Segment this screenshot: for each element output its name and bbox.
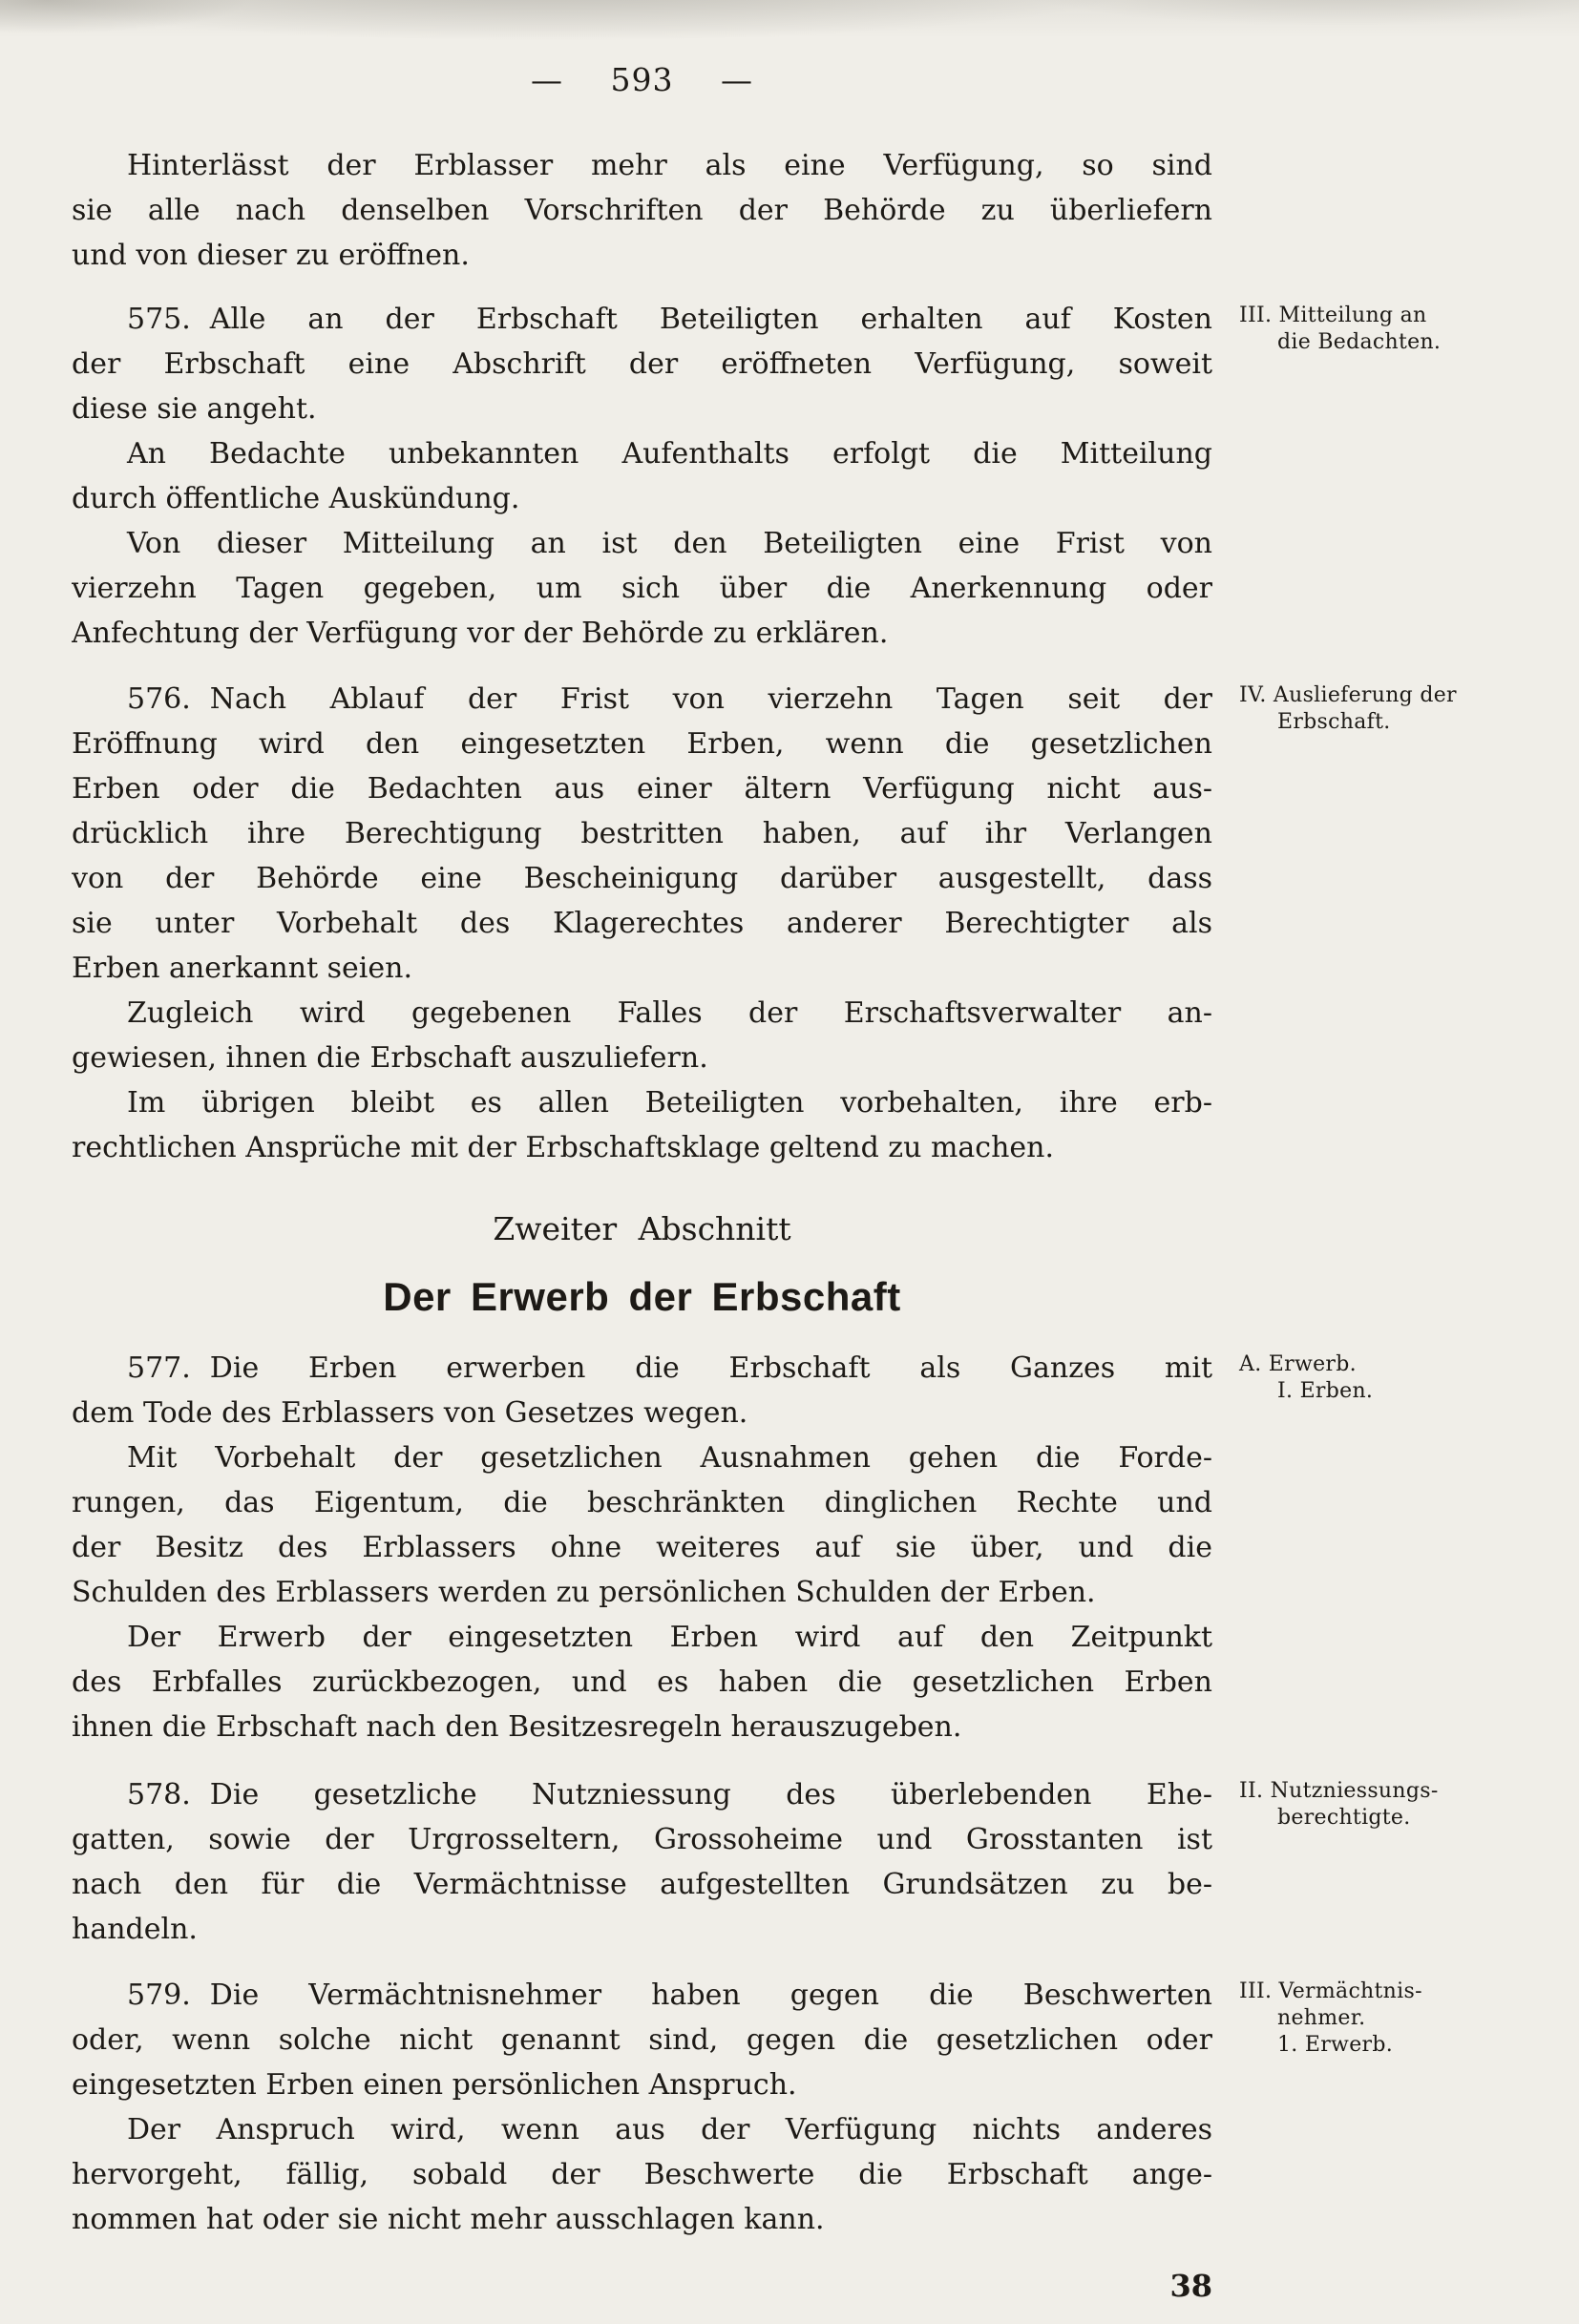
margin-note xyxy=(1239,1346,1532,1405)
text-line: sie alle nach denselben Vorschriften der Behörde zu überliefern xyxy=(72,194,1212,227)
text-line: 579. Die Vermächtnisnehmer haben gegen die Beschwerten xyxy=(127,1979,1212,2012)
paragraph xyxy=(72,297,1212,431)
text-line: gewiesen, ihnen die Erbschaft auszuliefern. xyxy=(72,1041,708,1075)
text-line: handeln. xyxy=(72,1913,198,1946)
text-line: der Besitz des Erblassers ohne weiteres auf sie über, und die xyxy=(72,1531,1212,1564)
section-subheading: Zweiter Abschnitt xyxy=(493,1210,791,1247)
margin-note xyxy=(1239,143,1532,149)
margin-note-line: Erbschaft. xyxy=(1277,710,1391,734)
paragraph xyxy=(72,2107,1212,2242)
paragraph xyxy=(72,677,1212,991)
article-number: 576. xyxy=(127,682,191,716)
article-number: 578. xyxy=(127,1778,191,1811)
text-line: gatten, sowie der Urgrosseltern, Grossoheime und Grosstanten ist xyxy=(72,1823,1212,1856)
text-line: 578. Die gesetzliche Nutzniessung des überlebenden Ehe- xyxy=(127,1778,1212,1811)
text-column xyxy=(72,1210,1212,1321)
margin-note-line: III. Vermächtnis- xyxy=(1239,1979,1422,2003)
margin-note-line: nehmer. xyxy=(1277,2006,1366,2030)
text-column xyxy=(72,677,1212,1170)
text-line: An Bedachte unbekannten Aufenthalts erfolgt die Mitteilung xyxy=(127,437,1212,471)
text-line: Von dieser Mitteilung an ist den Beteiligten eine Frist von xyxy=(127,527,1212,560)
text-line: oder, wenn solche nicht genannt sind, gegen die gesetzlichen oder xyxy=(72,2023,1212,2057)
section-576 xyxy=(72,677,1532,1170)
paragraph xyxy=(72,431,1212,521)
text-line: 576. Nach Ablauf der Frist von vierzehn Tagen seit der xyxy=(127,682,1212,716)
margin-note-line: 1. Erwerb. xyxy=(1277,2033,1394,2057)
text-line: vierzehn Tagen gegeben, um sich über die Anerkennung oder xyxy=(72,572,1212,605)
text-column xyxy=(72,1346,1212,1749)
text-column xyxy=(72,1772,1212,1952)
text-line: Mit Vorbehalt der gesetzlichen Ausnahmen gehen die Forde- xyxy=(127,1441,1212,1475)
text-column xyxy=(72,297,1212,656)
text-line: Im übrigen bleibt es allen Beteiligten vorbehalten, ihre erb- xyxy=(127,1086,1212,1120)
text-line: ihnen die Erbschaft nach den Besitzesregeln herauszugeben. xyxy=(72,1710,962,1744)
text-line: rungen, das Eigentum, die beschränkten dinglichen Rechte und xyxy=(72,1486,1212,1519)
paragraph xyxy=(72,1435,1212,1615)
text-line: nach den für die Vermächtnisse aufgestellten Grundsätzen zu be- xyxy=(72,1868,1212,1901)
text-line: sie unter Vorbehalt des Klagerechtes anderer Berechtigter als xyxy=(72,907,1212,940)
page-number-header: — 593 — xyxy=(531,61,753,98)
sections-container xyxy=(72,143,1532,2242)
paragraph xyxy=(72,1346,1212,1435)
margin-note-line: die Bedachten. xyxy=(1277,330,1442,354)
text-line: Der Anspruch wird, wenn aus der Verfügung nichts anderes xyxy=(127,2113,1212,2146)
paragraph xyxy=(72,1772,1212,1952)
text-line: Erben anerkannt seien. xyxy=(72,952,413,985)
text-line: durch öffentliche Auskündung. xyxy=(72,482,520,515)
margin-note xyxy=(1239,297,1532,356)
section-578 xyxy=(72,1772,1532,1952)
section-575 xyxy=(72,297,1532,656)
text-line: der Erbschaft eine Abschrift der eröffneten Verfügung, soweit xyxy=(72,347,1212,381)
text-line: Schulden des Erblassers werden zu persönlichen Schulden der Erben. xyxy=(72,1576,1096,1609)
text-line: dem Tode des Erblassers von Gesetzes wegen. xyxy=(72,1396,748,1430)
text-line: Anfechtung der Verfügung vor der Behörde zu erklären. xyxy=(72,617,889,650)
text-line: des Erbfalles zurückbezogen, und es haben die gesetzlichen Erben xyxy=(72,1665,1212,1699)
margin-note-line: berechtigte. xyxy=(1277,1806,1411,1830)
article-number: 577. xyxy=(127,1351,191,1385)
paragraph xyxy=(72,1615,1212,1749)
text-column xyxy=(72,1973,1212,2242)
paragraph xyxy=(72,991,1212,1080)
section-title: Der Erwerb der Erbschaft xyxy=(383,1274,901,1319)
text-column xyxy=(72,143,1212,278)
text-line: Zugleich wird gegebenen Falles der Erschaftsverwalter an- xyxy=(127,996,1212,1030)
text-line: diese sie angeht. xyxy=(72,392,317,426)
margin-note xyxy=(1239,677,1532,736)
text-line: hervorgeht, fällig, sobald der Beschwerte die Erbschaft ange- xyxy=(72,2158,1212,2191)
section-heading xyxy=(72,1210,1532,1321)
page-number-footer: 38 xyxy=(1169,2268,1212,2304)
margin-note-line: II. Nutzniessungs- xyxy=(1239,1779,1439,1803)
margin-note xyxy=(1239,1210,1532,1216)
page-body xyxy=(72,61,1532,2305)
paragraph xyxy=(72,1973,1212,2107)
text-line: drücklich ihre Berechtigung bestritten haben, auf ihr Verlangen xyxy=(72,817,1212,850)
paragraph xyxy=(72,1080,1212,1170)
text-line: und von dieser zu eröffnen. xyxy=(72,239,470,272)
margin-note xyxy=(1239,1772,1532,1832)
text-line: Hinterlässt der Erblasser mehr als eine Verfügung, so sind xyxy=(127,149,1212,182)
article-number: 579. xyxy=(127,1979,191,2012)
text-line: 575. Alle an der Erbschaft Beteiligten erhalten auf Kosten xyxy=(127,303,1212,336)
section-579 xyxy=(72,1973,1532,2242)
text-line: nommen hat oder sie nicht mehr ausschlagen kann. xyxy=(72,2203,825,2236)
paragraph xyxy=(72,143,1212,278)
text-line: von der Behörde eine Bescheinigung darüber ausgestellt, dass xyxy=(72,862,1212,895)
text-line: Erben oder die Bedachten aus einer ältern Verfügung nicht aus- xyxy=(72,772,1212,806)
text-line: Eröffnung wird den eingesetzten Erben, wenn die gesetzlichen xyxy=(72,727,1212,761)
article-number: 575. xyxy=(127,303,191,336)
paragraph xyxy=(72,521,1212,656)
text-line: Der Erwerb der eingesetzten Erben wird auf den Zeitpunkt xyxy=(127,1621,1212,1654)
text-line: eingesetzten Erben einen persönlichen Anspruch. xyxy=(72,2068,797,2102)
section-intro xyxy=(72,143,1532,278)
text-line: 577. Die Erben erwerben die Erbschaft als Ganzes mit xyxy=(127,1351,1212,1385)
margin-note-line: IV. Auslieferung der xyxy=(1239,683,1457,707)
section-577 xyxy=(72,1346,1532,1749)
margin-note-line: A. Erwerb. xyxy=(1239,1352,1357,1376)
margin-note-line: I. Erben. xyxy=(1277,1379,1374,1403)
margin-note xyxy=(1239,1973,1532,2059)
text-line: rechtlichen Ansprüche mit der Erbschaftsklage geltend zu machen. xyxy=(72,1131,1055,1164)
margin-note-line: III. Mitteilung an xyxy=(1239,304,1427,327)
